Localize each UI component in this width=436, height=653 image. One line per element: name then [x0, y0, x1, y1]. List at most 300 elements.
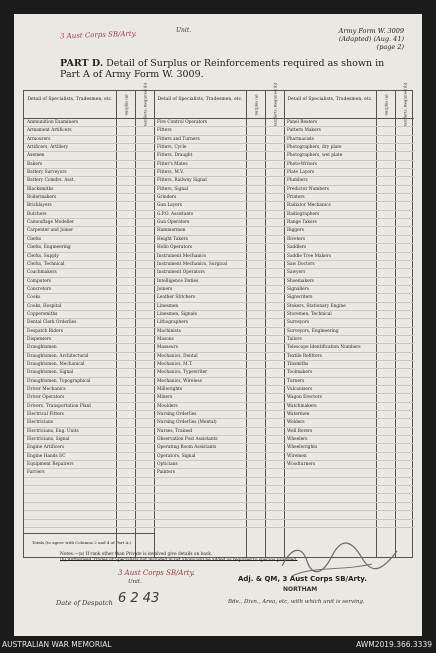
table-row — [24, 469, 154, 477]
table-row — [284, 520, 414, 528]
table-row — [284, 253, 414, 261]
table-row — [24, 253, 154, 261]
table-row — [284, 478, 414, 486]
table-row — [24, 161, 154, 169]
trade-name: Shoemakers — [287, 278, 314, 284]
unit-stamp: 3 Aust Corps SB/Arty. — [59, 29, 137, 41]
table-row — [24, 478, 154, 486]
specialists-table — [23, 82, 413, 558]
trade-name: Observation Post Assistants — [157, 437, 218, 443]
trade-name: Electrical Fitters — [27, 412, 64, 418]
table-row — [284, 503, 414, 511]
column-header-surplus — [116, 91, 135, 119]
trade-name: Painters — [157, 470, 175, 476]
trade-name: Saddlers — [287, 245, 307, 251]
trade-name: Clerks — [27, 236, 42, 242]
table-row — [284, 361, 414, 369]
trade-name: Masons — [157, 336, 174, 342]
trade-name: Bakers — [27, 161, 43, 167]
trade-name: Hollo Operators — [157, 245, 193, 251]
trade-name: Gun Operators — [157, 220, 190, 226]
trade-name: Fitters, Railway Signal — [157, 178, 207, 184]
table-row — [284, 227, 414, 235]
trade-name: Instrument Mechanics — [157, 253, 207, 259]
trade-name: Engine Artificers — [27, 445, 65, 451]
column-header-detail: Detail of Specialists, Tradesmen, etc. — [154, 91, 246, 119]
trade-name: Clerks, Technical — [27, 261, 65, 267]
trade-name: Surveyors, Engineering — [287, 328, 339, 334]
footer-unit-label: Unit. — [128, 579, 142, 585]
trade-name: Dispensers — [27, 336, 52, 342]
table-row — [284, 319, 414, 327]
unit-label: Unit. — [176, 27, 192, 34]
trade-name: Plate Layers — [287, 170, 315, 176]
table-row — [154, 136, 284, 144]
trade-name: Surveyors — [287, 320, 310, 326]
table-row — [284, 378, 414, 386]
table-row — [24, 511, 154, 519]
table-row — [284, 394, 414, 402]
table-row — [24, 311, 154, 319]
despatch-date: 6 2 43 — [118, 591, 160, 606]
trade-name: G.P.O. Assistants — [157, 211, 194, 217]
table-row — [284, 328, 414, 336]
trade-name: Carpenter and Joiner — [27, 228, 74, 234]
table-row — [24, 152, 154, 160]
table-row — [284, 453, 414, 461]
trade-name: Tailors — [287, 336, 302, 342]
location-stamp: NORTHAM — [283, 586, 318, 593]
table-row — [24, 136, 154, 144]
trade-name: Mechanics, Wireless — [157, 378, 202, 384]
table-row — [284, 177, 414, 185]
trade-name: Battery Surveyors — [27, 170, 67, 176]
table-row — [24, 494, 154, 502]
table-row — [154, 478, 284, 486]
table-row — [24, 144, 154, 152]
table-row — [284, 186, 414, 194]
trade-name: Electricians, Signal — [27, 437, 70, 443]
column-header-detail: Detail of Specialists, Tradesmen, etc. — [24, 91, 116, 119]
trade-name: Boilermakers — [27, 195, 57, 201]
trade-name: Saw Doctors — [287, 261, 315, 267]
trade-name: Clerks, Engineering — [27, 245, 71, 251]
table-row — [284, 511, 414, 519]
trade-name: Riggers — [287, 228, 304, 234]
trade-name: Blacksmiths — [27, 186, 54, 192]
trade-name: Joiners — [157, 286, 173, 292]
table-row — [284, 353, 414, 361]
column-header-surplus-text: Surplus (a) — [253, 93, 259, 116]
table-row — [284, 386, 414, 394]
table-row — [154, 294, 284, 302]
trade-name: Mechanics, Dental — [157, 353, 198, 359]
table-row — [24, 119, 154, 127]
trade-name: Nurses, Trained — [157, 428, 193, 434]
trade-name: Fitters, Signal — [157, 186, 189, 192]
archive-name: AUSTRALIAN WAR MEMORIAL — [2, 640, 112, 649]
trade-name: Operators, Signal — [157, 453, 196, 459]
trade-name: Nursing Orderlies — [157, 412, 197, 418]
table-row — [24, 444, 154, 452]
table-row — [154, 202, 284, 210]
column-header-surplus-text: Surplus (a) — [383, 93, 389, 116]
trade-name: Nursing Orderlies (Mental) — [157, 420, 217, 426]
table-row — [24, 286, 154, 294]
table-row — [284, 202, 414, 210]
trade-name: Plumbers — [287, 178, 308, 184]
table-row — [284, 336, 414, 344]
form-id-line2: (Adapted) (Aug. 41) — [338, 35, 404, 43]
table-row — [284, 444, 414, 452]
trade-name: Drivers, Transportation Plant — [27, 403, 92, 409]
column-header-detail: Detail of Specialists, Tradesmen, etc. — [284, 91, 376, 119]
table-row — [24, 169, 154, 177]
table-row — [24, 403, 154, 411]
table-row — [24, 303, 154, 311]
table-row — [154, 152, 284, 160]
trade-name: Opticians — [157, 462, 178, 468]
table-row — [154, 378, 284, 386]
table-row — [24, 461, 154, 469]
trade-name: Watermen — [287, 412, 310, 418]
trade-name: Fitters, Cycle — [157, 145, 187, 151]
trade-name: Fitters, M.V. — [157, 170, 184, 176]
table-row — [154, 269, 284, 277]
table-row — [154, 194, 284, 202]
table-row — [24, 394, 154, 402]
trade-name: Engine Hands I/C — [27, 453, 66, 459]
table-row — [284, 211, 414, 219]
table-row — [154, 436, 284, 444]
trade-name: Coachmakers — [27, 270, 57, 276]
trade-name: Armament Artificers — [27, 128, 72, 134]
archive-id: AWM2019.366.3339 — [356, 640, 432, 649]
table-row — [24, 428, 154, 436]
trade-name: Driver Mechanics — [27, 387, 66, 392]
table-row — [284, 419, 414, 427]
trade-name: Tinsmiths — [287, 361, 309, 367]
table-row — [24, 127, 154, 135]
table-row — [24, 436, 154, 444]
column-header-surplus — [246, 91, 265, 119]
table-row — [24, 453, 154, 461]
trade-name: Radiator Mechanics — [287, 203, 331, 209]
bde-label: Bde., Divn., Area, etc, with which unit is serving. — [228, 599, 365, 605]
trade-name: Farriers — [27, 470, 45, 476]
table-row — [284, 194, 414, 202]
trade-name: Stokers, Stationary Engine — [287, 303, 346, 309]
table-rows — [24, 119, 154, 528]
trade-name: Signwriters — [287, 295, 313, 301]
table-row — [154, 403, 284, 411]
table-row — [284, 152, 414, 160]
trade-name: Bricklayers — [27, 203, 52, 209]
trade-name: Photographers, wet plate — [287, 153, 343, 159]
trade-name: Predictor Numbers — [287, 186, 329, 192]
trade-name: Woodturners — [287, 462, 316, 468]
trade-name: Driver Operators — [27, 395, 65, 401]
table-row — [24, 219, 154, 227]
table-row — [284, 127, 414, 135]
table-row — [284, 494, 414, 502]
table-row — [284, 294, 414, 302]
table-row — [284, 236, 414, 244]
table-row — [154, 486, 284, 494]
table-row — [284, 136, 414, 144]
trade-name: Miners — [157, 395, 173, 401]
column-header-reinforcements — [265, 82, 284, 127]
trade-name: Turners — [287, 378, 305, 384]
note-line-2: (b) Authorised Trades or Specialists not included in list above will be added as required to speciou provided. — [60, 557, 298, 563]
table-row — [24, 419, 154, 427]
trade-name: Wagon Erectors — [287, 395, 322, 401]
table-row — [154, 244, 284, 252]
table-row — [154, 311, 284, 319]
table-row — [154, 236, 284, 244]
trade-name: Sawyers — [287, 270, 306, 276]
trade-name: Equipment Repairers — [27, 462, 74, 468]
table-row — [24, 236, 154, 244]
trade-name: Linesmen, Signals — [157, 311, 197, 317]
table-row — [284, 411, 414, 419]
table-rows — [284, 119, 414, 528]
trade-name: Electricians — [27, 420, 53, 426]
table-row — [284, 286, 414, 294]
trade-name: Hammermen — [157, 228, 186, 234]
table-row — [154, 461, 284, 469]
table-row — [154, 444, 284, 452]
trade-name: Millwrights — [157, 387, 183, 392]
trade-name: Linesmen — [157, 303, 179, 309]
table-row — [154, 211, 284, 219]
trade-name: Height Takers — [157, 236, 188, 242]
table-group-3 — [284, 82, 414, 557]
table-row — [154, 177, 284, 185]
table-row — [24, 211, 154, 219]
table-row — [154, 303, 284, 311]
table-row — [154, 253, 284, 261]
trade-name: Instrument Mechanics, Surgical — [157, 261, 228, 267]
trade-name: Photo-Writers — [287, 161, 317, 167]
table-row — [284, 428, 414, 436]
trade-name: Grinders — [157, 195, 177, 201]
trade-name: Wheelwrights — [287, 445, 318, 451]
trade-name: Range Takers — [287, 220, 317, 226]
table-rows — [154, 119, 284, 528]
table-row — [24, 294, 154, 302]
trade-name: Ammunition Examiners — [27, 120, 79, 125]
form-id-line3: (page 2) — [376, 43, 404, 51]
table-row — [24, 353, 154, 361]
part-label: PART D. — [60, 58, 104, 69]
table-row — [284, 119, 414, 127]
trade-name: Riveters — [287, 236, 306, 242]
trade-name: Axemen — [27, 153, 45, 159]
table-row — [154, 286, 284, 294]
trade-name: Operating Room Assistants — [157, 445, 217, 451]
trade-name: Despatch Riders — [27, 328, 63, 334]
trade-name: Watchmakers — [287, 403, 317, 409]
table-row — [284, 461, 414, 469]
table-row — [284, 244, 414, 252]
table-row — [284, 469, 414, 477]
table-row — [154, 411, 284, 419]
table-row — [154, 494, 284, 502]
column-header-surplus — [376, 91, 395, 119]
table-row — [154, 319, 284, 327]
table-row — [284, 311, 414, 319]
trade-name: Pattern Makers — [287, 128, 321, 134]
trade-name: Artificers, Artillery — [27, 145, 69, 151]
table-row — [154, 328, 284, 336]
table-row — [154, 219, 284, 227]
table-row — [154, 394, 284, 402]
trade-name: Draughtsmen, Topographical — [27, 378, 91, 384]
table-row — [24, 202, 154, 210]
table-group-1 — [24, 82, 154, 557]
table-row — [154, 127, 284, 135]
trade-name: Fire Control Operators — [157, 120, 208, 125]
trade-name: Signallers — [287, 286, 309, 292]
trade-name: Saddle Tree Makers — [287, 253, 332, 259]
table-group-2 — [154, 82, 284, 557]
table-row — [154, 511, 284, 519]
form-id-line1: Army Form W. 3009 — [338, 27, 404, 35]
trade-name: Computers — [27, 278, 51, 284]
trade-name: Mechanics, M.T. — [157, 361, 193, 367]
trade-name: Concretors — [27, 286, 52, 292]
trade-name: Draughtsmen, Mechanical — [27, 361, 85, 367]
table-row — [24, 278, 154, 286]
table-row — [24, 244, 154, 252]
trade-name: Pharmacists — [287, 136, 314, 142]
trade-name: Battery Comdrs. Asst. — [27, 178, 75, 184]
footer-unit-stamp: 3 Aust Corps SB/Arty. — [118, 569, 195, 577]
column-header-reinforcements — [395, 82, 414, 127]
table-row — [24, 344, 154, 352]
table-row — [24, 186, 154, 194]
table-row — [154, 227, 284, 235]
trade-name: Wheelers — [287, 437, 308, 443]
trade-name: Dental Clerk Orderlies — [27, 320, 77, 326]
table-row — [24, 411, 154, 419]
trade-name: Masseurs — [157, 345, 178, 351]
table-row — [154, 428, 284, 436]
table-row — [24, 261, 154, 269]
trade-name: Fitters, Draught — [157, 153, 193, 159]
trade-name: Intelligence Duties — [157, 278, 199, 284]
table-row — [284, 369, 414, 377]
column-header-reinforcements-text: Reinforts. Required (b) — [272, 82, 278, 127]
table-row — [154, 336, 284, 344]
table-row — [154, 419, 284, 427]
trade-name: Telescope Identification Numbers — [287, 345, 361, 351]
trade-name: Fitters — [157, 128, 172, 134]
table-row — [284, 144, 414, 152]
trade-name: Storemen, Technical — [287, 311, 332, 317]
trade-name: Draughtsmen, Architectural — [27, 353, 89, 359]
trade-name: Armourers — [27, 136, 51, 142]
table-row — [24, 328, 154, 336]
trade-name: Clerks, Supply — [27, 253, 59, 259]
table-row — [154, 386, 284, 394]
table-row — [24, 386, 154, 394]
trade-name: Welders — [287, 420, 305, 426]
table-row — [24, 227, 154, 235]
table-row — [154, 161, 284, 169]
trade-name: Coppersmiths — [27, 311, 58, 317]
table-row — [24, 361, 154, 369]
note-line-1: Notes.—(a) If rank other than Private is involved give details on back. — [60, 552, 213, 557]
form-identifier — [339, 27, 404, 51]
table-row — [24, 503, 154, 511]
table-row — [154, 353, 284, 361]
trade-name: Toolmakers — [287, 370, 313, 376]
table-row — [284, 269, 414, 277]
column-header-surplus-text: Surplus (a) — [123, 93, 129, 116]
totals-label: Totals (to agree with Columns 2 and 4 of Part A.) — [24, 533, 154, 559]
table-row — [154, 520, 284, 528]
column-header-reinforcements-text: Reinforts. Required (b) — [142, 82, 148, 127]
trade-name: Vulcanisers — [287, 387, 313, 392]
trade-name: Photographers, dry plate — [287, 145, 342, 151]
table-row — [24, 378, 154, 386]
trade-name: Well Borers — [287, 428, 313, 434]
table-row — [24, 336, 154, 344]
trade-name: Moulders — [157, 403, 178, 409]
despatch-label: Date of Despatch — [56, 599, 113, 607]
trade-name: Machinists — [157, 328, 181, 334]
table-row — [154, 169, 284, 177]
trade-name: Butchers — [27, 211, 47, 217]
table-row — [154, 503, 284, 511]
trade-name: Fitter's Mates — [157, 161, 188, 167]
table-row — [24, 369, 154, 377]
table-row — [24, 194, 154, 202]
table-row — [24, 319, 154, 327]
adjutant-stamp: Adj. & QM, 3 Aust Corps SB/Arty. — [238, 575, 367, 583]
table-row — [284, 161, 414, 169]
table-row — [24, 177, 154, 185]
trade-name: Fitters and Turners — [157, 136, 200, 142]
trade-name: Draughtsmen, Signal — [27, 370, 74, 376]
column-header-reinforcements — [135, 82, 154, 127]
table-row — [284, 486, 414, 494]
table-row — [24, 520, 154, 528]
column-header-reinforcements-text: Reinforts. Required (b) — [402, 82, 408, 127]
trade-name: Cooks, Hospital — [27, 303, 62, 309]
part-description: Detail of Surplus or Reinforcements required as shown in Part A of Army Form W. 3009. — [60, 58, 385, 80]
table-row — [154, 186, 284, 194]
trade-name: Draughtsmen — [27, 345, 57, 351]
trade-name: Leather Stitchers — [157, 295, 196, 301]
trade-name: Panel Beaters — [287, 120, 318, 125]
table-row — [24, 486, 154, 494]
table-row — [154, 361, 284, 369]
table-row — [154, 369, 284, 377]
table-row — [154, 261, 284, 269]
trade-name: Lithographers — [157, 320, 188, 326]
table-row — [284, 303, 414, 311]
table-row — [284, 278, 414, 286]
trade-name: Wiremen — [287, 453, 307, 459]
table-row — [284, 169, 414, 177]
table-row — [284, 436, 414, 444]
table-row — [154, 453, 284, 461]
trade-name: Instrument Operators — [157, 270, 205, 276]
table-row — [154, 469, 284, 477]
